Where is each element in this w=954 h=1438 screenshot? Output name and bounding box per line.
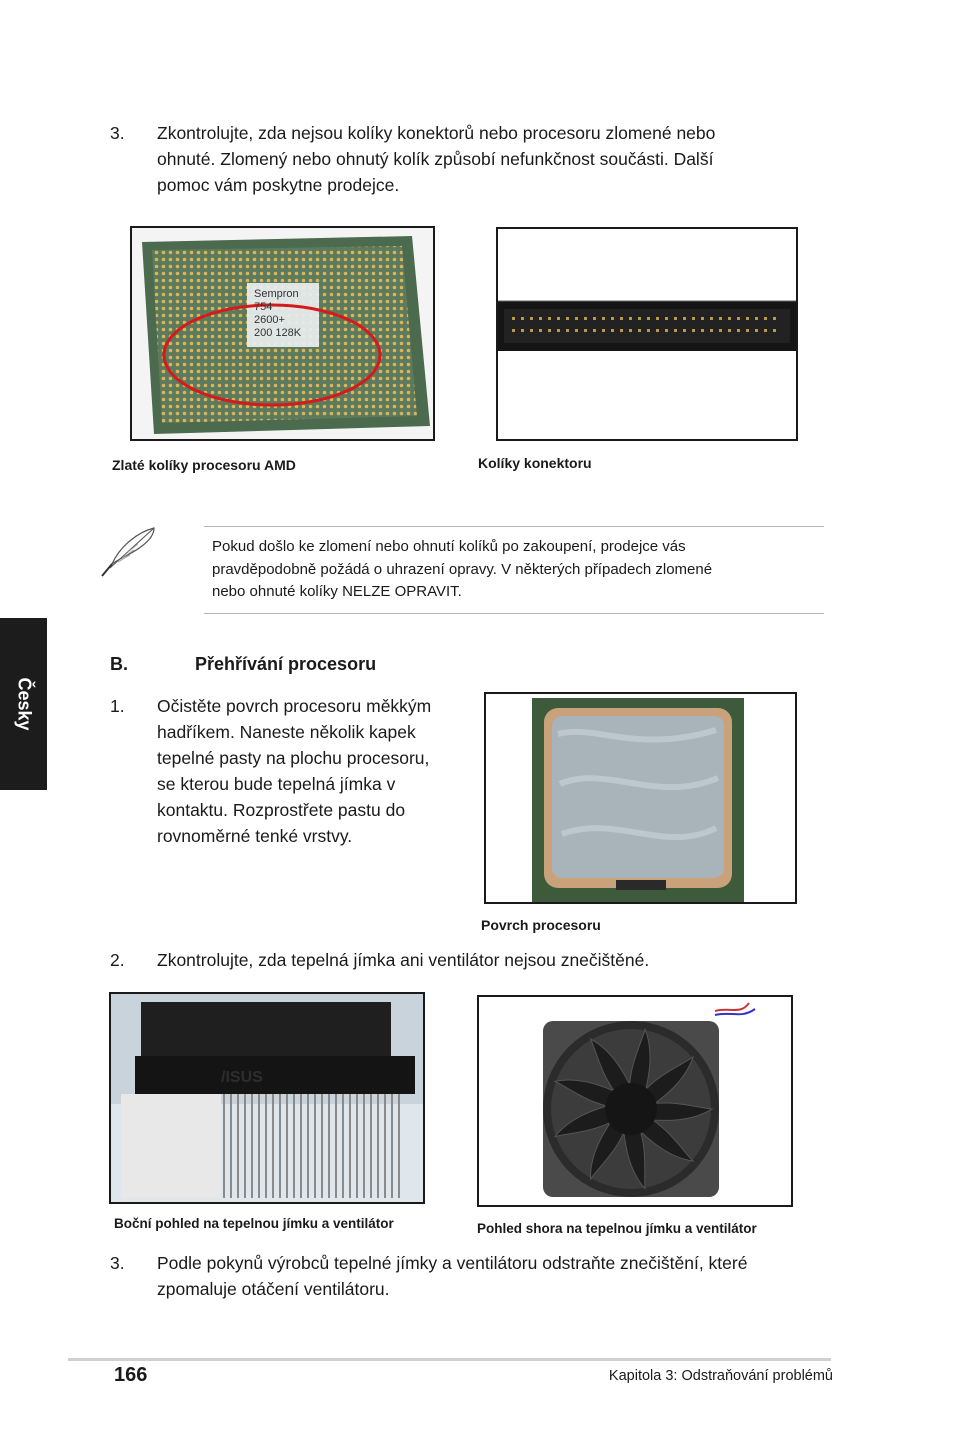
figure-caption: Kolíky konektoru xyxy=(478,455,592,471)
brand-text: /ISUS xyxy=(221,1069,263,1086)
figure-caption: Povrch procesoru xyxy=(481,917,601,933)
page-number: 166 xyxy=(114,1364,148,1386)
step-text-line: se kterou bude tepelná jímka v xyxy=(157,774,396,794)
step-text-line: Očistěte povrch procesoru měkkým xyxy=(157,696,432,716)
cpu-surface-photo xyxy=(484,692,797,904)
section-letter: B. xyxy=(110,654,128,674)
step-text xyxy=(157,120,837,198)
connector-illustration xyxy=(498,229,796,439)
step-number: 3. xyxy=(110,123,125,143)
step-text xyxy=(157,693,477,849)
step-text-line: pomoc vám poskytne prodejce. xyxy=(157,175,400,195)
heatsink-top-photo xyxy=(477,995,793,1207)
step-text-line: tepelné pasty na plochu procesoru, xyxy=(157,748,430,768)
heatsink-side-photo xyxy=(109,992,425,1204)
step-number: 2. xyxy=(110,950,125,970)
cpu-pins-illustration xyxy=(132,228,433,439)
footer-rule xyxy=(68,1358,831,1361)
heatsink-top-illustration xyxy=(479,997,791,1205)
step-text-line: Podle pokynů výrobců tepelné jímky a ventilátoru odstraňte znečištění, které xyxy=(157,1253,748,1273)
chip-label-line: 754 xyxy=(254,301,273,313)
language-tab-label: Česky xyxy=(14,677,34,731)
figure-caption: Boční pohled na tepelnou jímku a ventilátor xyxy=(114,1216,394,1231)
section-title: Přehřívání procesoru xyxy=(195,654,377,674)
chip-label-line: Sempron xyxy=(254,288,299,300)
figure-caption: Zlaté kolíky procesoru AMD xyxy=(112,457,296,473)
section-heading xyxy=(110,654,128,675)
note-line: pravděpodobně požádá o uhrazení opravy. V některých případech zlomené xyxy=(212,560,713,578)
step-text xyxy=(157,1250,847,1302)
step-text-line: hadříkem. Naneste několik kapek xyxy=(157,722,416,742)
note-line: nebo ohnuté kolíky NELZE OPRAVIT. xyxy=(212,583,462,600)
chip-label-line: 200 128K xyxy=(254,327,302,339)
step-number: 1. xyxy=(110,696,125,716)
step-text: Zkontrolujte, zda tepelná jímka ani ventilátor nejsou znečištěné. xyxy=(157,950,650,970)
step-text-line: zpomaluje otáčení ventilátoru. xyxy=(157,1279,390,1299)
step-number: 3. xyxy=(110,1253,125,1273)
connector-pins-photo xyxy=(496,227,798,441)
step-text-line: ohnuté. Zlomený nebo ohnutý kolík způsobí nefunkčnost součásti. Další xyxy=(157,149,714,169)
chapter-title: Kapitola 3: Odstraňování problémů xyxy=(608,1368,833,1384)
step-text-line: Zkontrolujte, zda nejsou kolíky konektorů nebo procesoru zlomené nebo xyxy=(157,123,716,143)
note-box xyxy=(204,526,824,614)
cpu-surface-illustration xyxy=(486,694,795,902)
chip-label-line: 2600+ xyxy=(254,314,285,326)
figure-caption: Pohled shora na tepelnou jímku a ventilátor xyxy=(477,1221,757,1236)
cpu-pins-photo xyxy=(130,226,435,441)
step-text-line: rovnoměrné tenké vrstvy. xyxy=(157,826,353,846)
step-text-line: kontaktu. Rozprostřete pastu do xyxy=(157,800,406,820)
heatsink-side-illustration xyxy=(111,994,423,1202)
note-text xyxy=(212,536,812,604)
feather-pen-icon xyxy=(98,524,160,580)
note-line: Pokud došlo ke zlomení nebo ohnutí kolíků po zakoupení, prodejce vás xyxy=(212,538,686,555)
language-tab xyxy=(0,618,47,790)
